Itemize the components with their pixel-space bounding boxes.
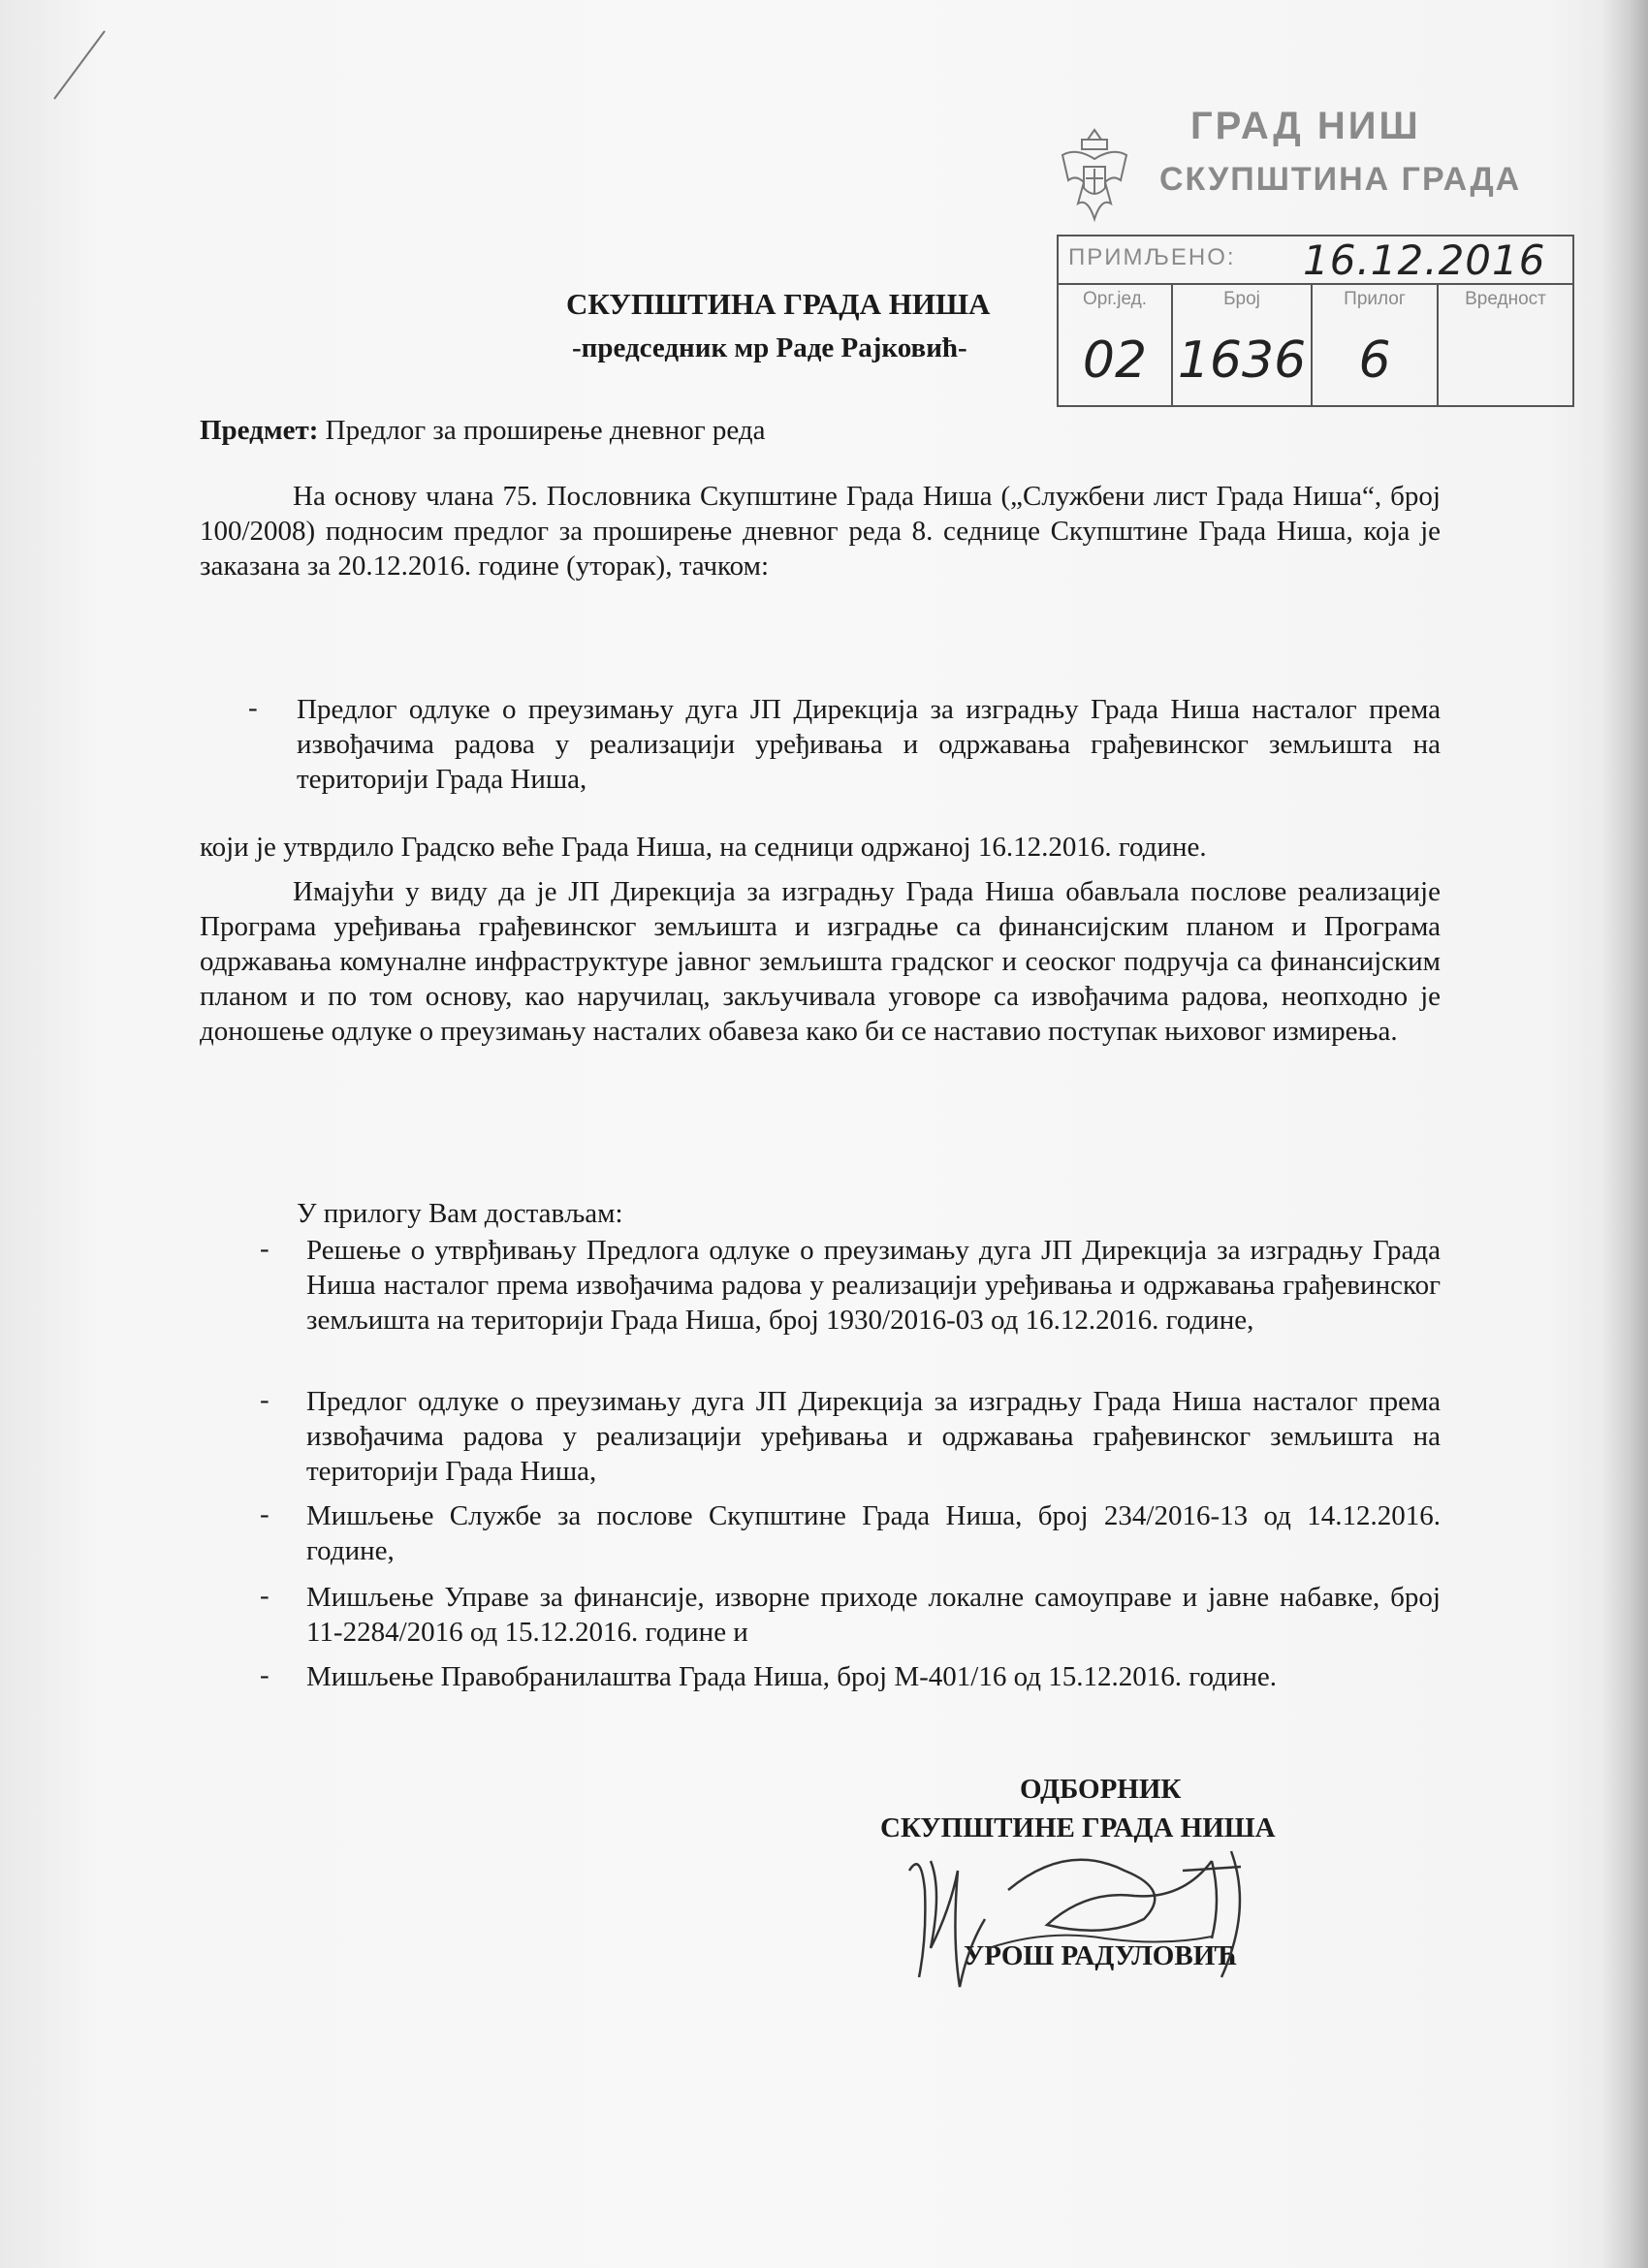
attachment-item: Мишљење Правобранилаштва Града Ниша, број М-401/16 од 15.12.2016. године.: [306, 1661, 1278, 1692]
stamp-col-value: 1636: [1177, 331, 1307, 390]
subject-label: Предмет:: [200, 415, 319, 446]
received-stamp: [1057, 235, 1574, 407]
signature-title: ОДБОРНИК: [1020, 1774, 1182, 1805]
stamp-col-number: [1173, 283, 1313, 405]
stamp-columns: [1059, 283, 1572, 405]
stamp-city: ГРАД НИШ: [1190, 105, 1421, 147]
proposal-item: Предлог одлуке о преузимању дуга ЈП Дирекција за изградњу Града Ниша насталог према извођачима радова у реализацији уређивања и одржавања грађевинског земљишта на територији Града Ниша,: [297, 694, 1441, 795]
reason-paragraph: Имајући у виду да је ЈП Дирекција за изградњу Града Ниша обављала послове реализације Програма уређивања грађевинског земљишта и изградње са финансијским планом и Програма одржавања комуналне инфраструктуре јавног земљишта градског и сеоског подручја са финансијским планом и по том основу, као наручилац, закључивала уговоре са извођачима радова, неопходно је доношење одлуке о преузимању насталих обавеза како би се наставио поступак њиховог измирења.: [200, 876, 1441, 1047]
adopted-paragraph: који је утврдило Градско веће Града Ниша, на седници одржаној 16.12.2016. године.: [200, 832, 1207, 863]
bullet-dash: -: [260, 1580, 269, 1611]
stamp-col-value: 6: [1358, 331, 1391, 390]
attachment-item: Мишљење Управе за финансије, изворне приходе локалне самоуправе и јавне набавке, број 11-2284/2016 од 15.12.2016. године и: [306, 1582, 1441, 1648]
signatory-name: УРОШ РАДУЛОВИЋ: [964, 1940, 1238, 1971]
bullet-dash: -: [260, 1233, 269, 1264]
handwritten-signature: [892, 1832, 1338, 2016]
subject-line: [200, 415, 765, 447]
attachment-item: Предлог одлуке о преузимању дуга ЈП Дирекција за изградњу Града Ниша насталог према извођачима радова у реализацији уређивања и одржавања грађевинског земљишта на територији Града Ниша,: [306, 1386, 1441, 1487]
addressee-subtitle: -председник мр Раде Рајковић-: [572, 332, 967, 363]
stamp-received-label: ПРИМЉЕНО:: [1068, 244, 1236, 270]
stamp-col-head: Број: [1223, 289, 1260, 309]
stamp-received-row: [1059, 236, 1572, 285]
bullet-dash: -: [260, 1659, 269, 1690]
stamp-col-org-unit: [1059, 283, 1173, 405]
bullet-dash: -: [260, 1384, 269, 1415]
stamp-col-value-col: [1439, 283, 1572, 405]
intro-paragraph: На основу члана 75. Пословника Скупштине Града Ниша („Службени лист Града Ниша“, број 100/2008) подносим предлог за проширење дневног реда 8. седнице Скупштине Града Ниша, која је заказана за 20.12.2016. године (уторак), тачком:: [200, 481, 1441, 582]
bullet-dash: -: [248, 692, 258, 723]
subject-text: Предлог за проширење дневног реда: [325, 415, 766, 446]
stamp-col-head: Орг.јед.: [1083, 289, 1147, 309]
stamp-assembly: СКУПШТИНА ГРАДА: [1159, 161, 1522, 198]
stamp-col-value: 02: [1082, 331, 1148, 390]
bullet-dash: -: [260, 1498, 269, 1529]
signature-subtitle: СКУПШТИНЕ ГРАДА НИША: [880, 1812, 1276, 1843]
attachment-item: Решење о утврђивању Предлога одлуке о преузимању дуга ЈП Дирекција за изградњу Града Ниша насталог према извођачима радова у реализацији уређивања и одржавања грађевинског земљишта на територији Града Ниша, број 1930/2016-03 од 16.12.2016. године,: [306, 1235, 1441, 1336]
page-edge-shadow: [1601, 0, 1648, 2268]
attachments-intro: У прилогу Вам достављам:: [297, 1198, 623, 1229]
addressee-title: СКУПШТИНА ГРАДА НИША: [566, 287, 991, 321]
stamp-col-head: Прилог: [1344, 289, 1406, 309]
pen-mark: [47, 27, 114, 105]
coat-of-arms-icon: [1057, 126, 1132, 233]
stamp-received-date: 16.12.2016: [1303, 236, 1546, 284]
stamp-col-head: Вредност: [1465, 289, 1546, 309]
stamp-col-attachment: [1313, 283, 1439, 405]
attachment-item: Мишљење Службе за послове Скупштине Града Ниша, број 234/2016-13 од 14.12.2016. године,: [306, 1500, 1441, 1566]
